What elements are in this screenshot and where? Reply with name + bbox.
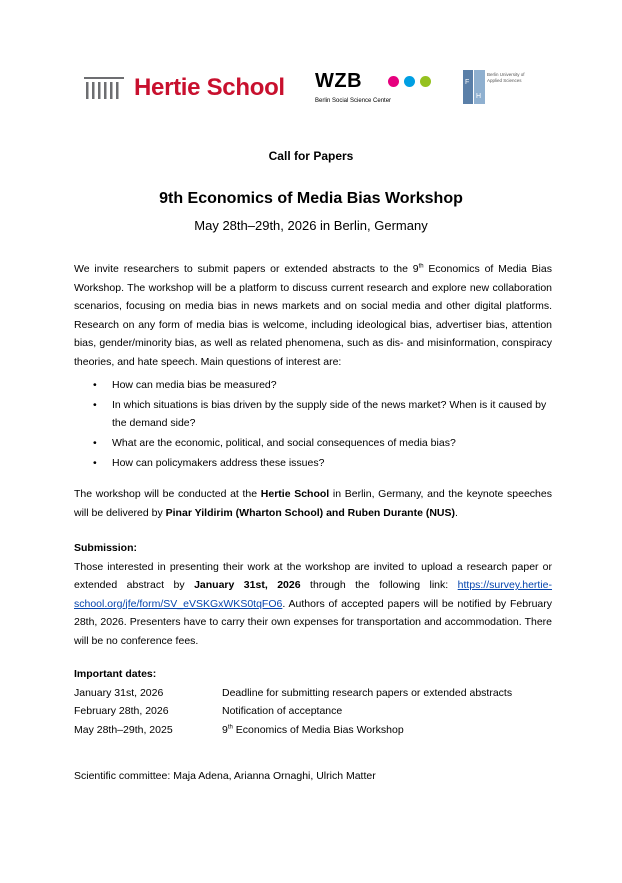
logo-bar [0,64,622,112]
fh-mark-icon [463,70,485,104]
event-text: Economics of Media Bias Workshop [232,723,404,736]
date-cell: February 28th, 2026 [74,705,169,718]
intro-text-a: We invite researchers to submit papers or extended abstracts to the 9 [74,263,419,275]
submission-paragraph [74,558,552,651]
submission-deadline: January 31st, 2026 [194,579,301,592]
date-cell: May 28th–29th, 2025 [74,723,173,736]
committee-section [74,767,552,786]
wzb-logo [315,70,391,104]
event-num: 9 [222,723,228,736]
submission-label: Submission: [74,542,138,554]
wzb-wordmark: WZB [315,70,363,92]
venue-text-e: . [455,506,458,519]
dates-table [74,684,552,740]
dot-magenta [388,76,399,87]
intro-sup: th [418,263,424,270]
list-item: • What are the economic, political, and social consequences of media bias? [74,434,552,453]
page-title: 9th Economics of Media Bias Workshop [159,190,463,207]
hertie-school-wordmark: Hertie School [134,74,285,101]
date-cell: January 31st, 2026 [74,686,164,699]
submission-section [74,539,552,651]
intro-section [74,260,552,475]
call-for-papers-heading: Call for Papers [268,149,354,163]
venue-section [74,485,552,522]
wzb-subtitle: Berlin Social Science Center [315,98,392,104]
list-item: • How can policymakers address these issues? [74,454,552,473]
intro-paragraph [74,260,552,372]
wzb-dots-icon [388,76,431,87]
venue-keynotes: Pinar Yildirim (Wharton School) and Ruben Durante (NUS) [165,506,455,519]
event-sup: th [227,724,233,731]
list-item: • In which situations is bias driven by the supply side of the news market? When is it caused by the demand side? [74,396,552,433]
submission-text-b: through the following link: [300,579,458,592]
questions-list [74,376,552,473]
hertie-columns-icon [84,77,124,99]
event-cell [222,721,552,740]
fh-subtitle: Berlin University of Applied Sciences [487,72,525,83]
svg-text:F: F [465,79,470,86]
venue-text-c: in Berlin, Germany, and the keynote speeches will be delivered by [74,488,552,519]
hertie-school-logo [84,74,285,102]
submission-text-c: . Authors of accepted papers will be notified by February 28th, 2026. Presenters have to carry their own expenses for transportation and accommodation. There will be no conference fees. [74,597,552,647]
event-cell: Deadline for submitting research papers or extended abstracts [222,686,513,699]
event-date-location: May 28th–29th, 2026 in Berlin, Germany [194,218,428,233]
event-cell: Notification of acceptance [222,705,343,718]
dot-blue [404,76,415,87]
dates-label: Important dates: [74,668,157,680]
submission-text-a: Those interested in presenting their work at the workshop are invited to upload a research paper or extended abstract by [74,560,552,592]
list-item: • How can media bias be measured? [74,376,552,395]
venue-paragraph [74,485,552,522]
venue-text-a: The workshop will be conducted at the [74,488,261,500]
committee-text: Scientific committee: Maja Adena, Arianna Ornaghi, Ulrich Matter [74,770,376,782]
dates-section [74,665,552,739]
survey-link[interactable]: https://survey.hertie-school.org/jfe/form/SV_eVSKGxWKS0tqFO6 [74,579,553,610]
venue-hertie: Hertie School [260,488,330,500]
dot-green [420,76,431,87]
fh-logo [463,70,525,109]
intro-text-b: Economics of Media Bias Workshop. The workshop will be a platform to discuss current research and explore new collaboration scenarios, focusing on media bias in news markets and on social media and other digital platforms. Research on any form of media bias is welcome, including ideological bias, advertiser bias, attention bias, gender/minority bias, as well as related phenomena, such as dis- and misinformation, conspiracy theories, and hate speech. Main questions of interest are: [74,263,552,368]
svg-text:H: H [476,93,482,100]
